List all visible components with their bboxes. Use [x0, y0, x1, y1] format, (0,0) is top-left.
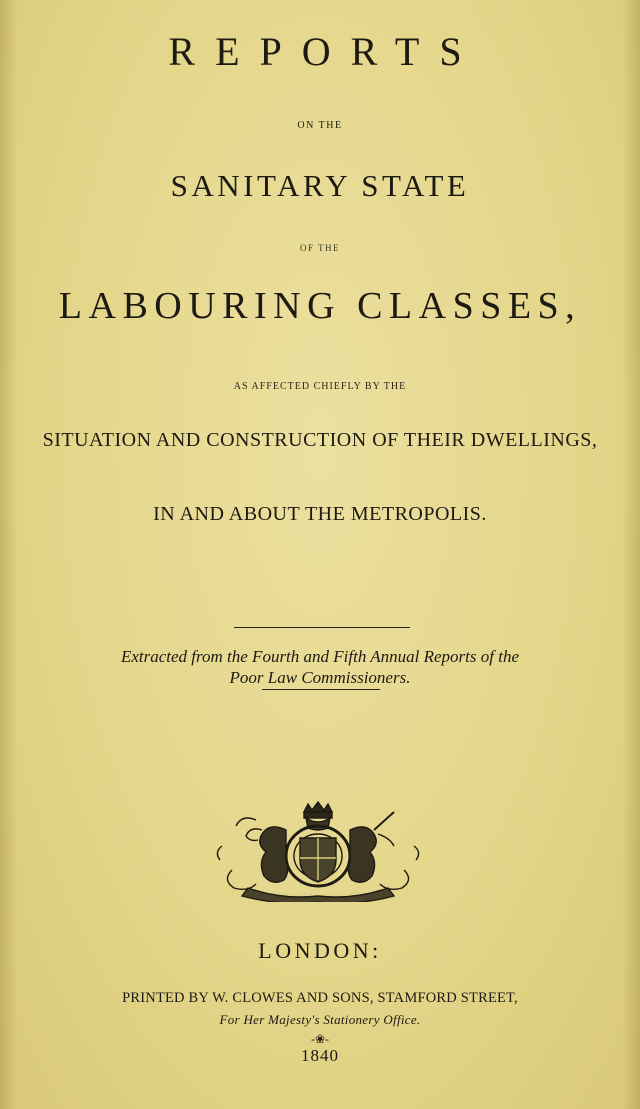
extracted-line-1: Extracted from the Fourth and Fifth Annual Reports of the — [120, 647, 520, 666]
imprint-office: For Her Majesty's Stationery Office. — [219, 1012, 421, 1027]
on-the-label: ON THE — [297, 120, 343, 131]
affected-label: AS AFFECTED CHIEFLY BY THE — [233, 381, 407, 392]
classes-title: LABOURING CLASSES, — [58, 285, 582, 327]
imprint-city: LONDON: — [258, 938, 382, 963]
extracted-note — [0, 646, 640, 688]
main-heading: REPORTS — [168, 29, 482, 74]
of-the-label: OF THE — [299, 243, 341, 253]
location-line: IN AND ABOUT THE METROPOLIS. — [153, 503, 487, 525]
subject-title: SANITARY STATE — [170, 168, 470, 203]
ornament-glyph: -❀- — [310, 1032, 330, 1046]
situation-line: SITUATION AND CONSTRUCTION OF THEIR DWELLINGS, — [42, 429, 598, 451]
divider-rule-bottom — [262, 689, 380, 690]
extracted-line-2: Poor Law Commissioners. — [229, 668, 411, 687]
royal-coat-of-arms-icon — [212, 800, 424, 902]
imprint-year: 1840 — [301, 1046, 339, 1065]
imprint-printer: PRINTED BY W. CLOWES AND SONS, STAMFORD STREET, — [122, 990, 518, 1006]
divider-rule-top — [234, 627, 410, 628]
